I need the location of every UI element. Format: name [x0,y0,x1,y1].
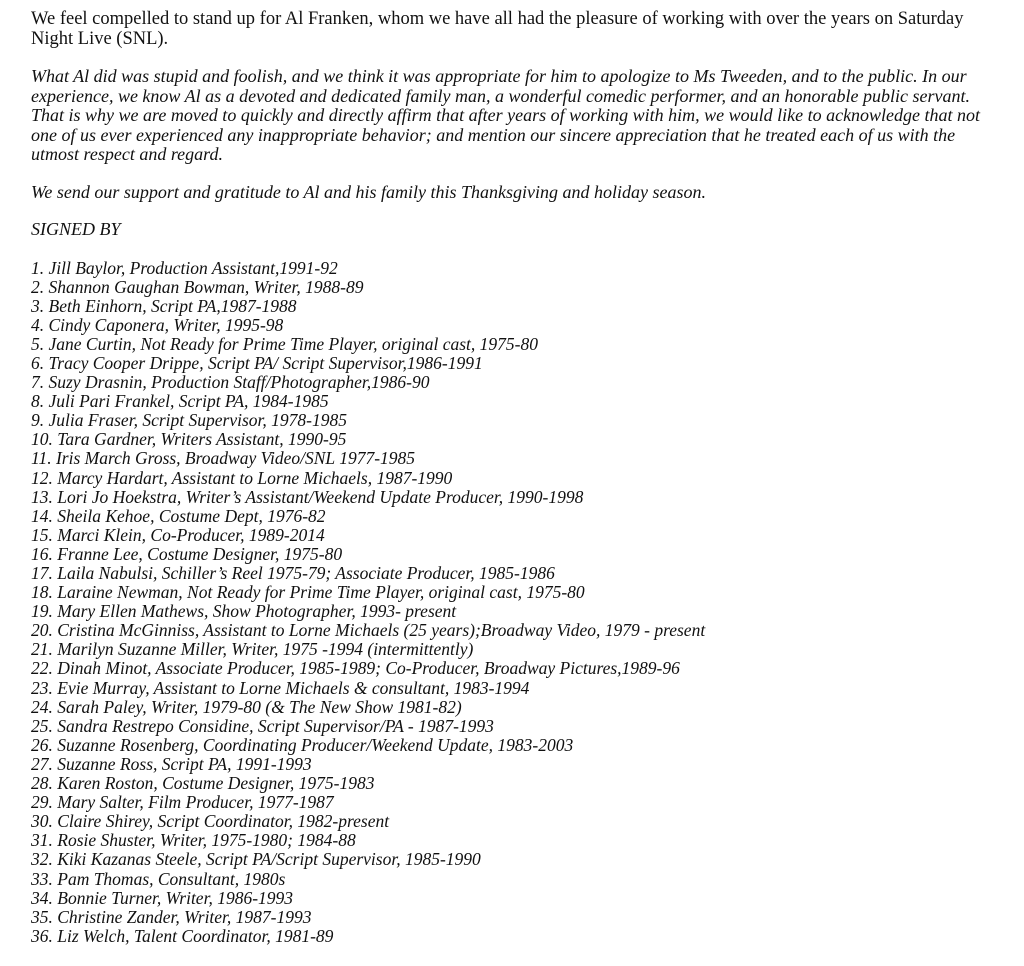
statement-paragraph: What Al did was stupid and foolish, and we think it was appropriate for him to apologize to Ms Tweeden, and to the public. In our experience, we know Al as a devoted and dedicated family man, a wonderful comedic performer, and an honorable public servant. That is why we are moved to quickly and directly affirm that after years of working with him, we would like to acknowledge that not one of us ever experienced any inappropriate behavior; and mention our sincere appreciation that he treated each of us with the utmost respect and regard. [31,66,981,164]
signatory-item: 29. Mary Salter, Film Producer, 1977-1987 [31,792,334,813]
signatory-item: 4. Cindy Caponera, Writer, 1995-98 [31,314,284,335]
signatory-item: 33. Pam Thomas, Consultant, 1980s [31,868,286,889]
signatory-item: 16. Franne Lee, Costume Designer, 1975-80 [31,543,343,564]
letter-document [31,10,1006,946]
signatory-item: 2. Shannon Gaughan Bowman, Writer, 1988-89 [31,276,364,297]
support-paragraph: We send our support and gratitude to Al and his family this Thanksgiving and holiday season. [31,181,706,202]
signatory-item: 24. Sarah Paley, Writer, 1979-80 (& The New Show 1981-82) [31,696,462,717]
signatory-item: 5. Jane Curtin, Not Ready for Prime Time Player, original cast, 1975-80 [31,333,538,354]
signatory-item: 28. Karen Roston, Costume Designer, 1975-1983 [31,773,375,794]
signatory-item: 27. Suzanne Ross, Script PA, 1991-1993 [31,753,312,774]
signatory-item: 21. Marilyn Suzanne Miller, Writer, 1975 -1994 (intermittently) [31,639,474,660]
signatory-item: 30. Claire Shirey, Script Coordinator, 1982-present [31,811,390,832]
signatory-item: 14. Sheila Kehoe, Costume Dept, 1976-82 [31,505,326,526]
signatory-item: 18. Laraine Newman, Not Ready for Prime Time Player, original cast, 1975-80 [31,582,585,603]
signatory-item: 1. Jill Baylor, Production Assistant,1991-92 [31,257,338,278]
signatory-item: 7. Suzy Drasnin, Production Staff/Photographer,1986-90 [31,372,430,393]
signatory-item: 17. Laila Nabulsi, Schiller’s Reel 1975-79; Associate Producer, 1985-1986 [31,563,555,583]
signatory-item: 12. Marcy Hardart, Assistant to Lorne Michaels, 1987-1990 [31,467,453,488]
signatory-item: 13. Lori Jo Hoekstra, Writer’s Assistant/Weekend Update Producer, 1990-1998 [31,486,584,507]
signatory-item: 25. Sandra Restrepo Considine, Script Supervisor/PA - 1987-1993 [31,715,494,736]
signatory-item: 6. Tracy Cooper Drippe, Script PA/ Script Supervisor,1986-1991 [31,352,483,373]
signed-by-heading: SIGNED BY [31,219,121,239]
intro-paragraph: We feel compelled to stand up for Al Franken, whom we have all had the pleasure of working with over the years on Saturday Night Live (SNL). [31,9,964,49]
signatory-item: 11. Iris March Gross, Broadway Video/SNL 1977-1985 [31,448,416,469]
signatory-item: 9. Julia Fraser, Script Supervisor, 1978-1985 [31,410,347,431]
signatory-item: 8. Juli Pari Frankel, Script PA, 1984-1985 [31,391,329,412]
signatory-item: 32. Kiki Kazanas Steele, Script PA/Script Supervisor, 1985-1990 [31,849,481,870]
signatory-item: 10. Tara Gardner, Writers Assistant, 1990-95 [31,429,347,450]
signatory-item: 36. Liz Welch, Talent Coordinator, 1981-89 [31,925,334,946]
signatory-item: 15. Marci Klein, Co-Producer, 1989-2014 [31,524,325,545]
signatory-item: 31. Rosie Shuster, Writer, 1975-1980; 1984-88 [31,830,356,851]
signatory-item: 23. Evie Murray, Assistant to Lorne Michaels & consultant, 1983-1994 [31,677,530,698]
signatory-item: 3. Beth Einhorn, Script PA,1987-1988 [31,295,297,316]
signatory-item: 26. Suzanne Rosenberg, Coordinating Producer/Weekend Update, 1983-2003 [31,734,574,755]
signatory-item: 19. Mary Ellen Mathews, Show Photographer, 1993- present [31,601,457,622]
signatory-list [31,259,1006,946]
signatory-item: 22. Dinah Minot, Associate Producer, 1985-1989; Co-Producer, Broadway Pictures,1989-96 [31,658,680,679]
signatory-item: 35. Christine Zander, Writer, 1987-1993 [31,906,312,927]
signatory-item: 34. Bonnie Turner, Writer, 1986-1993 [31,887,294,908]
signatory-item: 20. Cristina McGinniss, Assistant to Lorne Michaels (25 years);Broadway Video, 1979 - present [31,620,706,641]
